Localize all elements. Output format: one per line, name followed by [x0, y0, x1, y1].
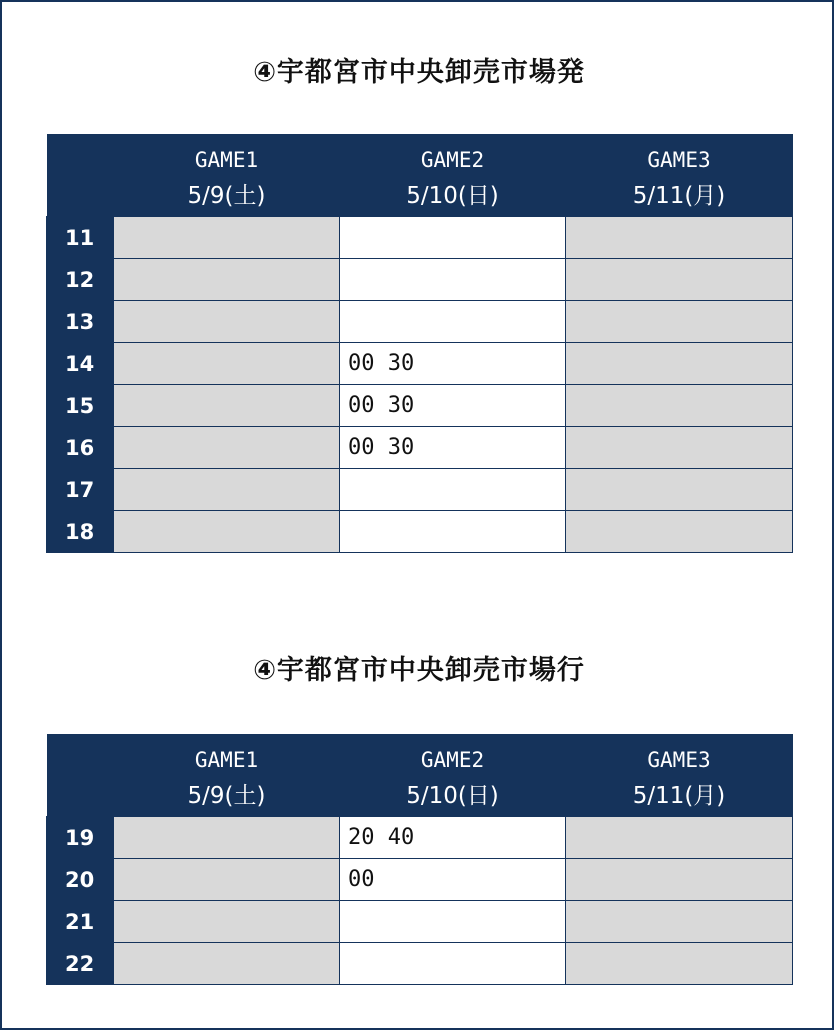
table-row [47, 385, 793, 427]
game1-times [114, 901, 340, 943]
game2-times: 00 [340, 859, 566, 901]
game-date: 5/9(土) [187, 783, 266, 809]
game2-times [340, 511, 566, 553]
game3-times [566, 259, 793, 301]
game1-times [114, 259, 340, 301]
game3-times [566, 385, 793, 427]
game-date: 5/9(土) [187, 183, 266, 209]
header-row [47, 134, 793, 217]
game-label: GAME1 [194, 748, 259, 772]
game3-times [566, 859, 793, 901]
game2-times [340, 943, 566, 985]
game3-times [566, 343, 793, 385]
game1-times [114, 859, 340, 901]
table-row [47, 469, 793, 511]
game1-times [114, 301, 340, 343]
game1-times [114, 511, 340, 553]
game2-times: 20 40 [340, 817, 566, 859]
game3-times [566, 901, 793, 943]
game2-times: 00 30 [340, 385, 566, 427]
game1-times [114, 385, 340, 427]
table-row [47, 217, 793, 259]
game1-times [114, 217, 340, 259]
game-label: GAME1 [194, 148, 259, 172]
game-date: 5/11(月) [632, 183, 726, 209]
header-game1 [114, 134, 340, 217]
header-game3 [566, 134, 793, 217]
game3-times [566, 817, 793, 859]
header-corner [47, 734, 114, 817]
hour-label: 15 [47, 385, 114, 427]
table-row [47, 511, 793, 553]
game-date: 5/10(日) [406, 183, 499, 209]
game2-times [340, 901, 566, 943]
table-row [47, 427, 793, 469]
game-label: GAME3 [647, 148, 711, 172]
hour-label: 13 [47, 301, 114, 343]
section-title-departures: ④宇都宮市中央卸売市場発 [253, 57, 585, 88]
hour-label: 16 [47, 427, 114, 469]
header-corner [47, 134, 114, 217]
game1-times [114, 943, 340, 985]
section-title-arrivals: ④宇都宮市中央卸売市場行 [253, 655, 585, 686]
game2-times: 00 30 [340, 427, 566, 469]
hour-label: 12 [47, 259, 114, 301]
game2-times [340, 301, 566, 343]
game2-times [340, 469, 566, 511]
game2-times [340, 259, 566, 301]
hour-label: 11 [47, 217, 114, 259]
game-date: 5/11(月) [632, 783, 726, 809]
game3-times [566, 301, 793, 343]
game1-times [114, 427, 340, 469]
game2-times: 00 30 [340, 343, 566, 385]
hour-label: 18 [47, 511, 114, 553]
table-row [47, 301, 793, 343]
header-game2 [340, 734, 566, 817]
hour-label: 20 [47, 859, 114, 901]
game-label: GAME3 [647, 748, 711, 772]
table-row [47, 859, 793, 901]
game3-times [566, 511, 793, 553]
game1-times [114, 343, 340, 385]
table-row [47, 343, 793, 385]
game1-times [114, 469, 340, 511]
game3-times [566, 469, 793, 511]
game1-times [114, 817, 340, 859]
game-label: GAME2 [420, 148, 485, 172]
game3-times [566, 427, 793, 469]
game3-times [566, 217, 793, 259]
header-game1 [114, 734, 340, 817]
hour-label: 19 [47, 817, 114, 859]
game-label: GAME2 [420, 748, 485, 772]
game-date: 5/10(日) [406, 783, 499, 809]
hour-label: 22 [47, 943, 114, 985]
table-row [47, 817, 793, 859]
timetable-departures [46, 134, 793, 553]
header-game3 [566, 734, 793, 817]
header-row [47, 734, 793, 817]
game2-times [340, 217, 566, 259]
game3-times [566, 943, 793, 985]
timetable-arrivals [46, 734, 793, 985]
table-row [47, 943, 793, 985]
hour-label: 17 [47, 469, 114, 511]
hour-label: 21 [47, 901, 114, 943]
table-row [47, 901, 793, 943]
header-game2 [340, 134, 566, 217]
table-row [47, 259, 793, 301]
hour-label: 14 [47, 343, 114, 385]
